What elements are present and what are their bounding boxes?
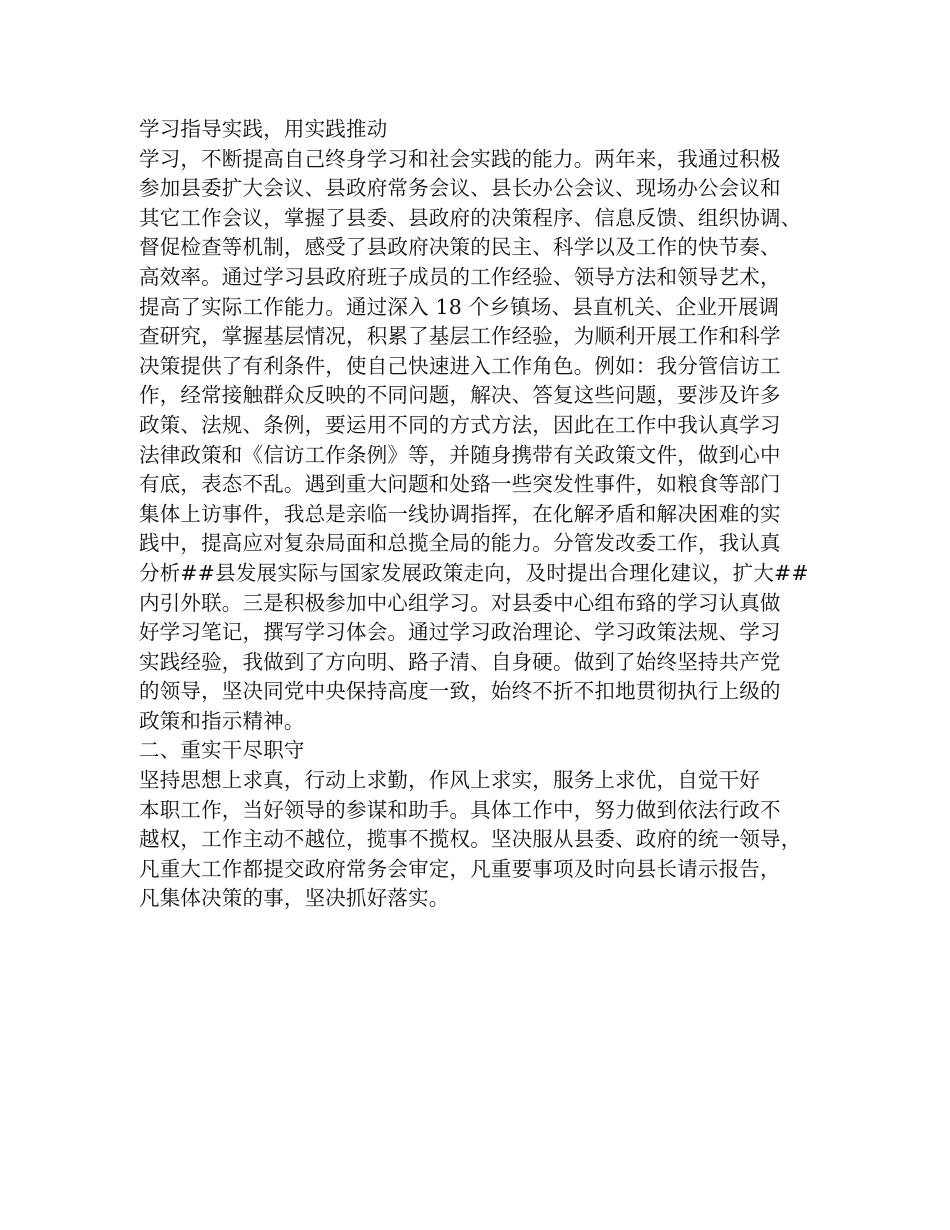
section-heading: 二、重实干尽职守 [139, 738, 305, 763]
text-line: 践中，提高应对复杂局面和总揽全局的能力。分管发改委工作，我认真 [139, 531, 781, 556]
text-line: 凡集体决策的事，坚决抓好落实。 [139, 886, 450, 911]
text-line: 内引外联。三是积极参加中心组学习。对县委中心组布臵的学习认真做 [139, 590, 781, 615]
text-line: 督促检查等机制，感受了县政府决策的民主、科学以及工作的快节奏、 [139, 235, 781, 260]
text-line: 有底，表态不乱。遇到重大问题和处臵一些突发性事件，如粮食等部门 [139, 472, 781, 497]
text-line: 坚持思想上求真，行动上求勤，作风上求实，服务上求优，自觉干好 [139, 768, 760, 793]
text-line: 参加县委扩大会议、县政府常务会议、县长办公会议、现场办公会议和 [139, 176, 781, 201]
text-line: 实践经验，我做到了方向明、路子清、自身硬。做到了始终坚持共产党 [139, 649, 781, 674]
text-line: 提高了实际工作能力。通过深入 18 个乡镇场、县直机关、企业开展调 [139, 294, 780, 319]
text-line: 学习，不断提高自己终身学习和社会实践的能力。两年来，我通过积极 [139, 146, 781, 171]
text-line: 高效率。通过学习县政府班子成员的工作经验、领导方法和领导艺术， [139, 264, 781, 289]
text-line: 其它工作会议，掌握了县委、县政府的决策程序、信息反馈、组织协调、 [139, 205, 802, 230]
text-line: 查研究，掌握基层情况，积累了基层工作经验，为顺利开展工作和科学 [139, 324, 781, 349]
text-line: 本职工作，当好领导的参谋和助手。具体工作中，努力做到依法行政不 [139, 797, 781, 822]
text-line: 决策提供了有利条件，使自己快速进入工作角色。例如：我分管信访工 [139, 353, 781, 378]
text-line: 政策、法规、条例，要运用不同的方式方法，因此在工作中我认真学习 [139, 412, 781, 437]
text-line: 集体上访事件，我总是亲临一线协调指挥，在化解矛盾和解决困难的实 [139, 501, 781, 526]
text-line: 学习指导实践，用实践推动 [139, 117, 388, 141]
text-line: 好学习笔记，撰写学习体会。通过学习政治理论、学习政策法规、学习 [139, 620, 781, 645]
text-line: 凡重大工作都提交政府常务会审定，凡重要事项及时向县长请示报告， [139, 856, 781, 881]
document-body [139, 115, 829, 914]
text-line: 的领导，坚决同党中央保持高度一致，始终不折不扣地贯彻执行上级的 [139, 679, 781, 704]
text-line: 分析##县发展实际与国家发展政策走向，及时提出合理化建议，扩大## [139, 560, 809, 585]
text-line: 政策和指示精神。 [139, 708, 305, 733]
text-line: 作，经常接触群众反映的不同问题，解决、答复这些问题，要涉及许多 [139, 383, 781, 408]
text-line: 法律政策和《信访工作条例》等，并随身携带有关政策文件，做到心中 [139, 442, 781, 467]
text-line: 越权，工作主动不越位，揽事不揽权。坚决服从县委、政府的统一领导， [139, 827, 802, 852]
